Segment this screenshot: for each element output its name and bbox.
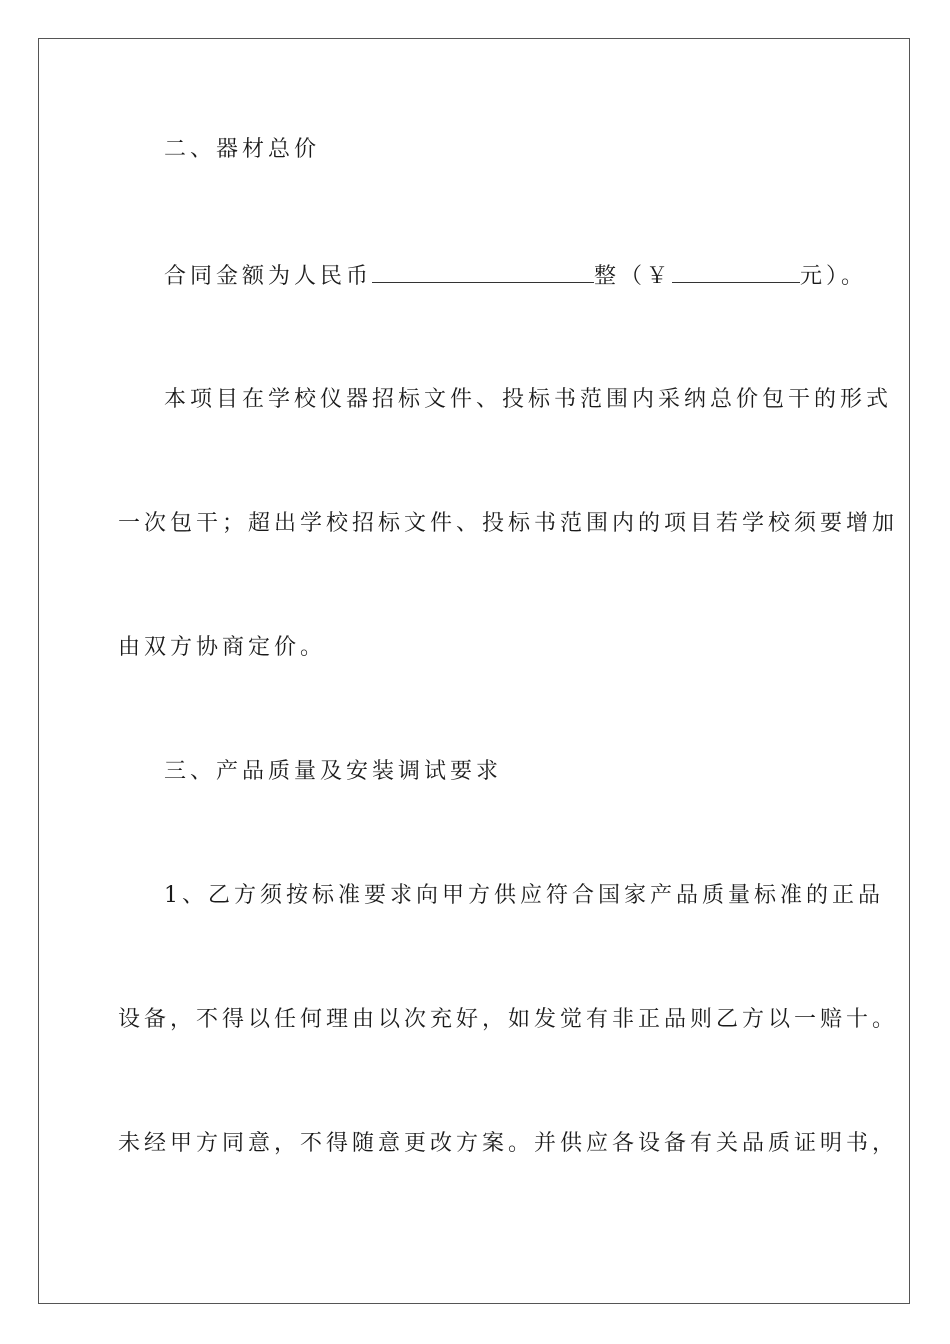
paragraph-line: 一次包干；超出学校招标文件、投标书范围内的项目若学校须要增加 bbox=[118, 511, 899, 536]
page-border bbox=[38, 38, 910, 1304]
paragraph-line: 由双方协商定价。 bbox=[118, 635, 327, 660]
paragraph-line: 1、乙方须按标准要求向甲方供应符合国家产品质量标准的正品 bbox=[164, 883, 884, 908]
paragraph-line: 本项目在学校仪器招标文件、投标书范围内采纳总价包干的形式 bbox=[164, 387, 893, 412]
contract-amount-middle: 整（￥ bbox=[594, 264, 673, 289]
paragraph-line: 未经甲方同意，不得随意更改方案。并供应各设备有关品质证明书， bbox=[118, 1131, 899, 1156]
amount-in-words-field[interactable] bbox=[372, 260, 594, 283]
contract-amount-suffix: 元）。 bbox=[800, 264, 868, 289]
section-heading-quality: 三、产品质量及安装调试要求 bbox=[164, 759, 503, 784]
section-heading-total-price: 二、器材总价 bbox=[164, 137, 321, 162]
contract-amount-line bbox=[164, 260, 867, 291]
amount-in-figures-field[interactable] bbox=[672, 260, 800, 283]
paragraph-line: 设备，不得以任何理由以次充好，如发觉有非正品则乙方以一赔十。 bbox=[118, 1007, 899, 1032]
contract-amount-prefix: 合同金额为人民币 bbox=[164, 264, 373, 289]
